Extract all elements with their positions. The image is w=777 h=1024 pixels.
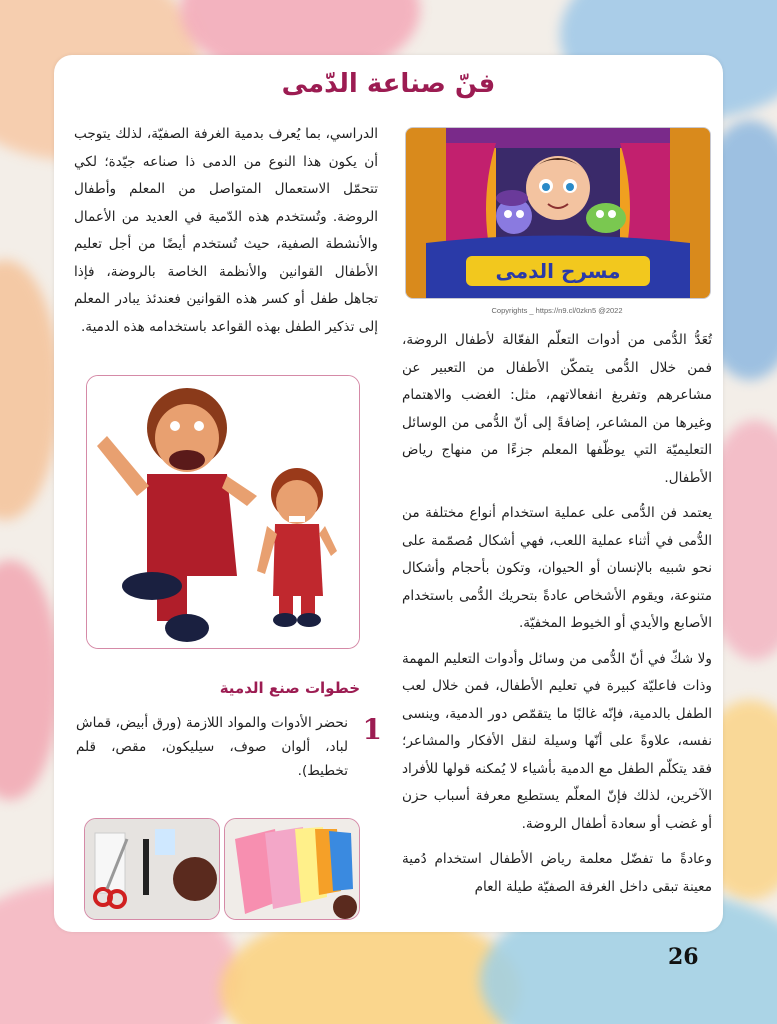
paragraph-4: وعادةً ما تفضّل معلمة رياض الأطفال استخدام دُمية معينة تبقى داخل الغرفة الصفيّة طيلة العام <box>402 851 712 895</box>
right-column <box>402 127 712 901</box>
puppets-image <box>86 375 360 649</box>
paragraph-1: تُعَدُّ الدُّمى من أدوات التعلّم الفعّالة لأطفال الروضة، فمن خلال الدُّمى يتمكّن الأطفال من التعبير عن مشاعرهم وتفريغ انفعالاتهم، مثل: الغضب والاهتمام وغيرها من المشاعر، إضافةً إلى أنّ الدُّمى من الوسائل التعليميّة التي يوظّفها المعلم جزءًا من منهاج رياض الأطفال. <box>402 332 712 486</box>
step-item <box>76 711 382 783</box>
steps-heading: خطوات صنع الدمية <box>219 679 360 697</box>
paragraph-3: ولا شكّ في أنّ الدُّمى من وسائل وأدوات التعليم المهمة وذات فاعليّة كبيرة في تعليم الأطفال، فمن خلال لعب الطفل بالدمية، فإنّه غالبًا ما يتقمّص دور الدمية، وينسى نفسه، علاوةً على أنّها وسيلة لنقل الأفكار والمشاعر؛ فقد يتكلّم الطفل مع الدمية بأشياء لا يُمكنه قولها للأفراد الآخرين، لذلك فإنّ المعلّم يستطيع معرفة أسباب حزن أو غضب أو سعادة أطفال الروضة. <box>402 650 712 832</box>
theater-sign-text: مسرح الدمى <box>495 259 621 283</box>
step-number: 1 <box>362 713 382 746</box>
page-number: 26 <box>668 944 699 970</box>
left-column <box>74 121 378 341</box>
paragraph-continued: الدراسي، بما يُعرف بدمية الغرفة الصفيّة، لذلك يتوجب أن يكون هذا النوع من الدمى ذا صناعه جيّدة؛ لكي تتحمّل الاستعمال المتواصل من المعلم وأطفال الروضة. وتُستخدم هذه الدّمية في العديد من الأعمال والأنشطة الصفية، حيث تُستخدم أيضًا من أجل تعليم الأطفال القوانين والأنظمة الخاصة بالروضة، فإذا تجاهل طفل أو كسر هذه القوانين فعندئذ يبادر المعلم إلى تذكير الطفل بهذه القواعد باستخدامه هذه الدمية. <box>74 126 378 335</box>
image-caption: Copyrights _ https://n9.cl/0zkn5 @2022 <box>491 306 623 315</box>
step-text: نحضر الأدوات والمواد اللازمة (ورق أبيض، قماش لباد، ألوان صوف، سيليكون، مقص، قلم تخطيط). <box>76 715 348 779</box>
tools-image-felt <box>224 818 360 920</box>
content-card <box>54 55 723 932</box>
paragraph-2: يعتمد فن الدُّمى على عملية استخدام أنواع مختلفة من الدُّمى في أثناء عملية اللعب، فهي أشكال مُصمّمة على نحو شبيه بالإنسان أو الحيوان، وتكون بأحجام وأشكال متنوعة، ويقوم الأشخاص عادةً بتحريك الدُّمى باستخدام الأصابع والأيدي أو الخيوط المخفيّة. <box>402 505 712 631</box>
tools-image-scissors <box>84 818 220 920</box>
page-title: فنّ صناعة الدّمى <box>281 69 496 99</box>
puppet-theater-image <box>405 127 711 299</box>
